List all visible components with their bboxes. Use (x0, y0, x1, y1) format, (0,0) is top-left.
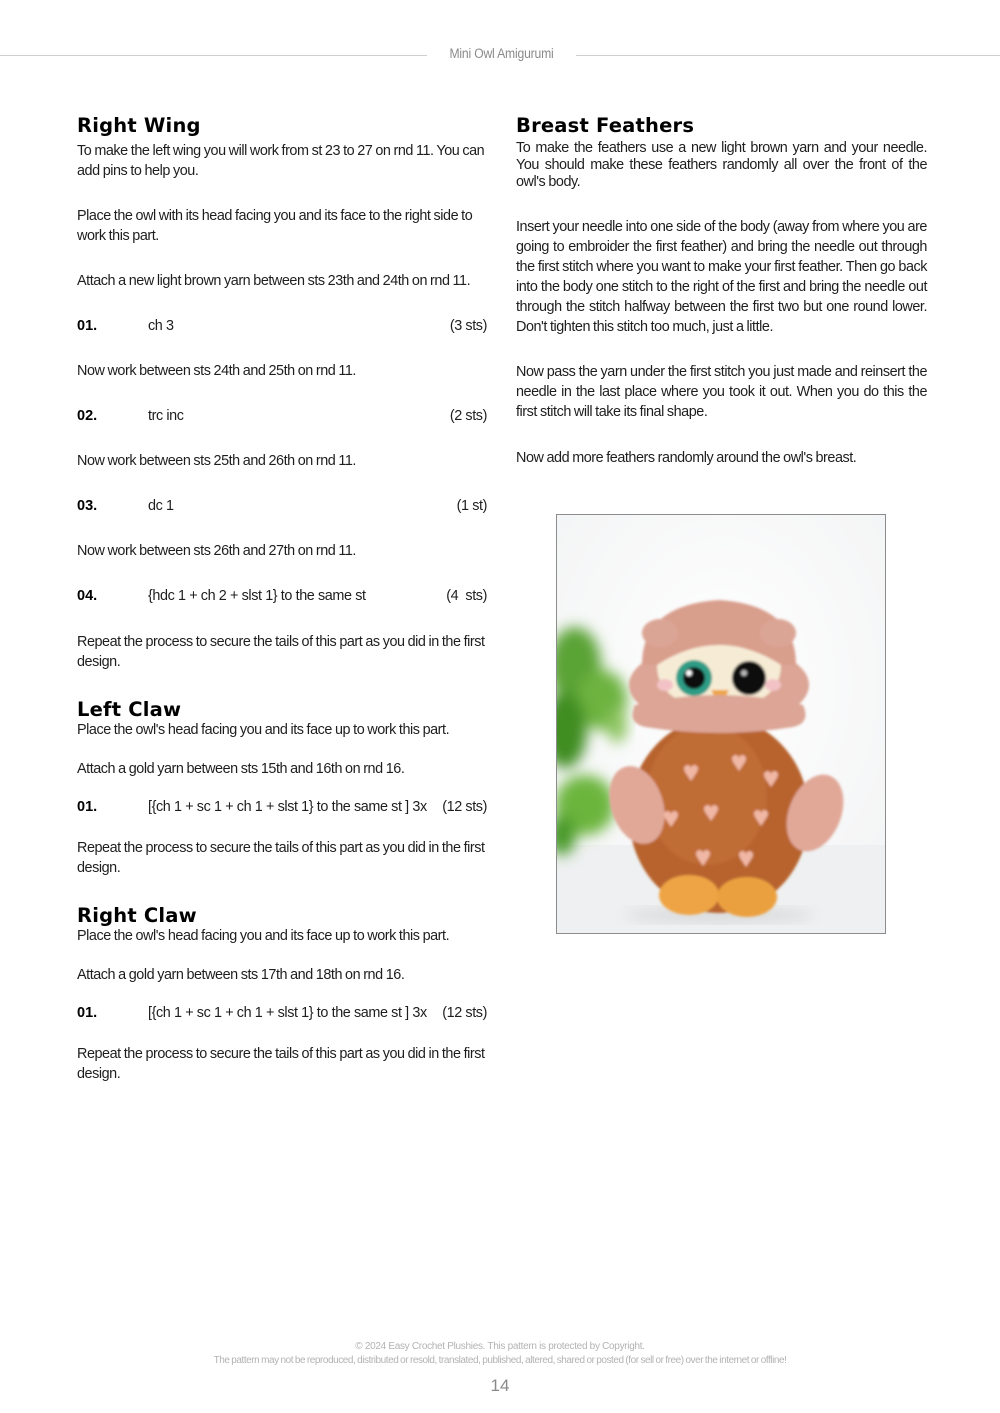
section-heading: Right Wing (77, 114, 201, 137)
step-number: 01. (77, 799, 98, 815)
step-note: Now work between sts 25th and 26th on rnd 11. (77, 453, 356, 469)
step-row (77, 586, 487, 606)
copyright-line: © 2024 Easy Crochet Plushies. This pattern is protected by Copyright. (355, 1341, 645, 1352)
closing-paragraph: Repeat the process to secure the tails of this part as you did in the first design. (77, 840, 485, 876)
step-row (77, 406, 487, 426)
step-row (77, 797, 487, 817)
step-instruction: ch 3 (148, 318, 174, 334)
step-instruction: {hdc 1 + ch 2 + slst 1} to the same st (148, 588, 366, 604)
step-number: 01. (77, 318, 98, 334)
step-row (77, 1003, 487, 1023)
feathers-paragraph-4: Now add more feathers randomly around the owl's breast. (516, 450, 857, 466)
placement-paragraph: Place the owl's head facing you and its face up to work this part. (77, 928, 450, 944)
step-number: 02. (77, 408, 98, 424)
attach-paragraph: Attach a gold yarn between sts 17th and 18th on rnd 16. (77, 967, 405, 983)
intro-paragraph: To make the left wing you will work from st 23 to 27 on rnd 11. You can add pins to help you. (77, 143, 485, 179)
step-instruction: trc inc (148, 408, 184, 424)
section-heading: Right Claw (77, 904, 197, 927)
page-header (0, 44, 1000, 66)
owl-amigurumi-illustration (557, 515, 886, 934)
closing-paragraph: Repeat the process to secure the tails of this part as you did in the first design. (77, 634, 485, 670)
stitch-count: (3 sts) (449, 318, 487, 334)
section-heading: Left Claw (77, 698, 182, 721)
header-rule-left (0, 55, 427, 56)
document-title: Mini Owl Amigurumi (449, 46, 554, 61)
owl-photo (556, 514, 886, 934)
step-instruction: [{ch 1 + sc 1 + ch 1 + slst 1} to the same st ] 3x (148, 799, 427, 815)
feathers-paragraph-2: Insert your needle into one side of the body (away from where you are going to embroider the first feather) and bring the needle out through the first stitch where you want to make your first feather. Then go back into the body one stitch to the right of the first and bring the needle out through the stitch halfway between the first two but one round lower. Don't tighten this stitch too much, just a little. (516, 219, 927, 335)
section-heading: Breast Feathers (516, 114, 695, 137)
page-number: 14 (490, 1376, 510, 1395)
stitch-count: (4 sts) (446, 588, 487, 604)
attach-paragraph: Attach a new light brown yarn between sts 23th and 24th on rnd 11. (77, 273, 471, 289)
stitch-count: (1 st) (456, 498, 487, 514)
placement-paragraph: Place the owl's head facing you and its face up to work this part. (77, 722, 450, 738)
stitch-count: (2 sts) (449, 408, 487, 424)
feathers-paragraph-1: To make the feathers use a new light brown yarn and your needle. You should make these feathers randomly all over the front of the owl's body. (516, 140, 927, 190)
stitch-count: (12 sts) (442, 799, 487, 815)
step-row (77, 496, 487, 516)
header-rule-right (576, 55, 1000, 56)
copyright-notice: The pattern may not be reproduced, distributed or resold, translated, published, altered, shared or posted (for sell or free) over the internet or offline! (213, 1355, 787, 1366)
step-number: 04. (77, 588, 98, 604)
step-instruction: [{ch 1 + sc 1 + ch 1 + slst 1} to the same st ] 3x (148, 1005, 427, 1021)
step-note: Now work between sts 26th and 27th on rnd 11. (77, 543, 356, 559)
stitch-count: (12 sts) (442, 1005, 487, 1021)
step-instruction: dc 1 (148, 498, 174, 514)
step-row (77, 316, 487, 336)
step-number: 03. (77, 498, 98, 514)
step-note: Now work between sts 24th and 25th on rnd 11. (77, 363, 356, 379)
feathers-paragraph-3: Now pass the yarn under the first stitch you just made and reinsert the needle in the last place where you took it out. When you do this the first stitch will take its final shape. (516, 364, 927, 420)
closing-paragraph: Repeat the process to secure the tails of this part as you did in the first design. (77, 1046, 485, 1082)
step-number: 01. (77, 1005, 98, 1021)
attach-paragraph: Attach a gold yarn between sts 15th and 16th on rnd 16. (77, 761, 405, 777)
placement-paragraph: Place the owl with its head facing you and its face to the right side to work this part. (77, 208, 473, 244)
